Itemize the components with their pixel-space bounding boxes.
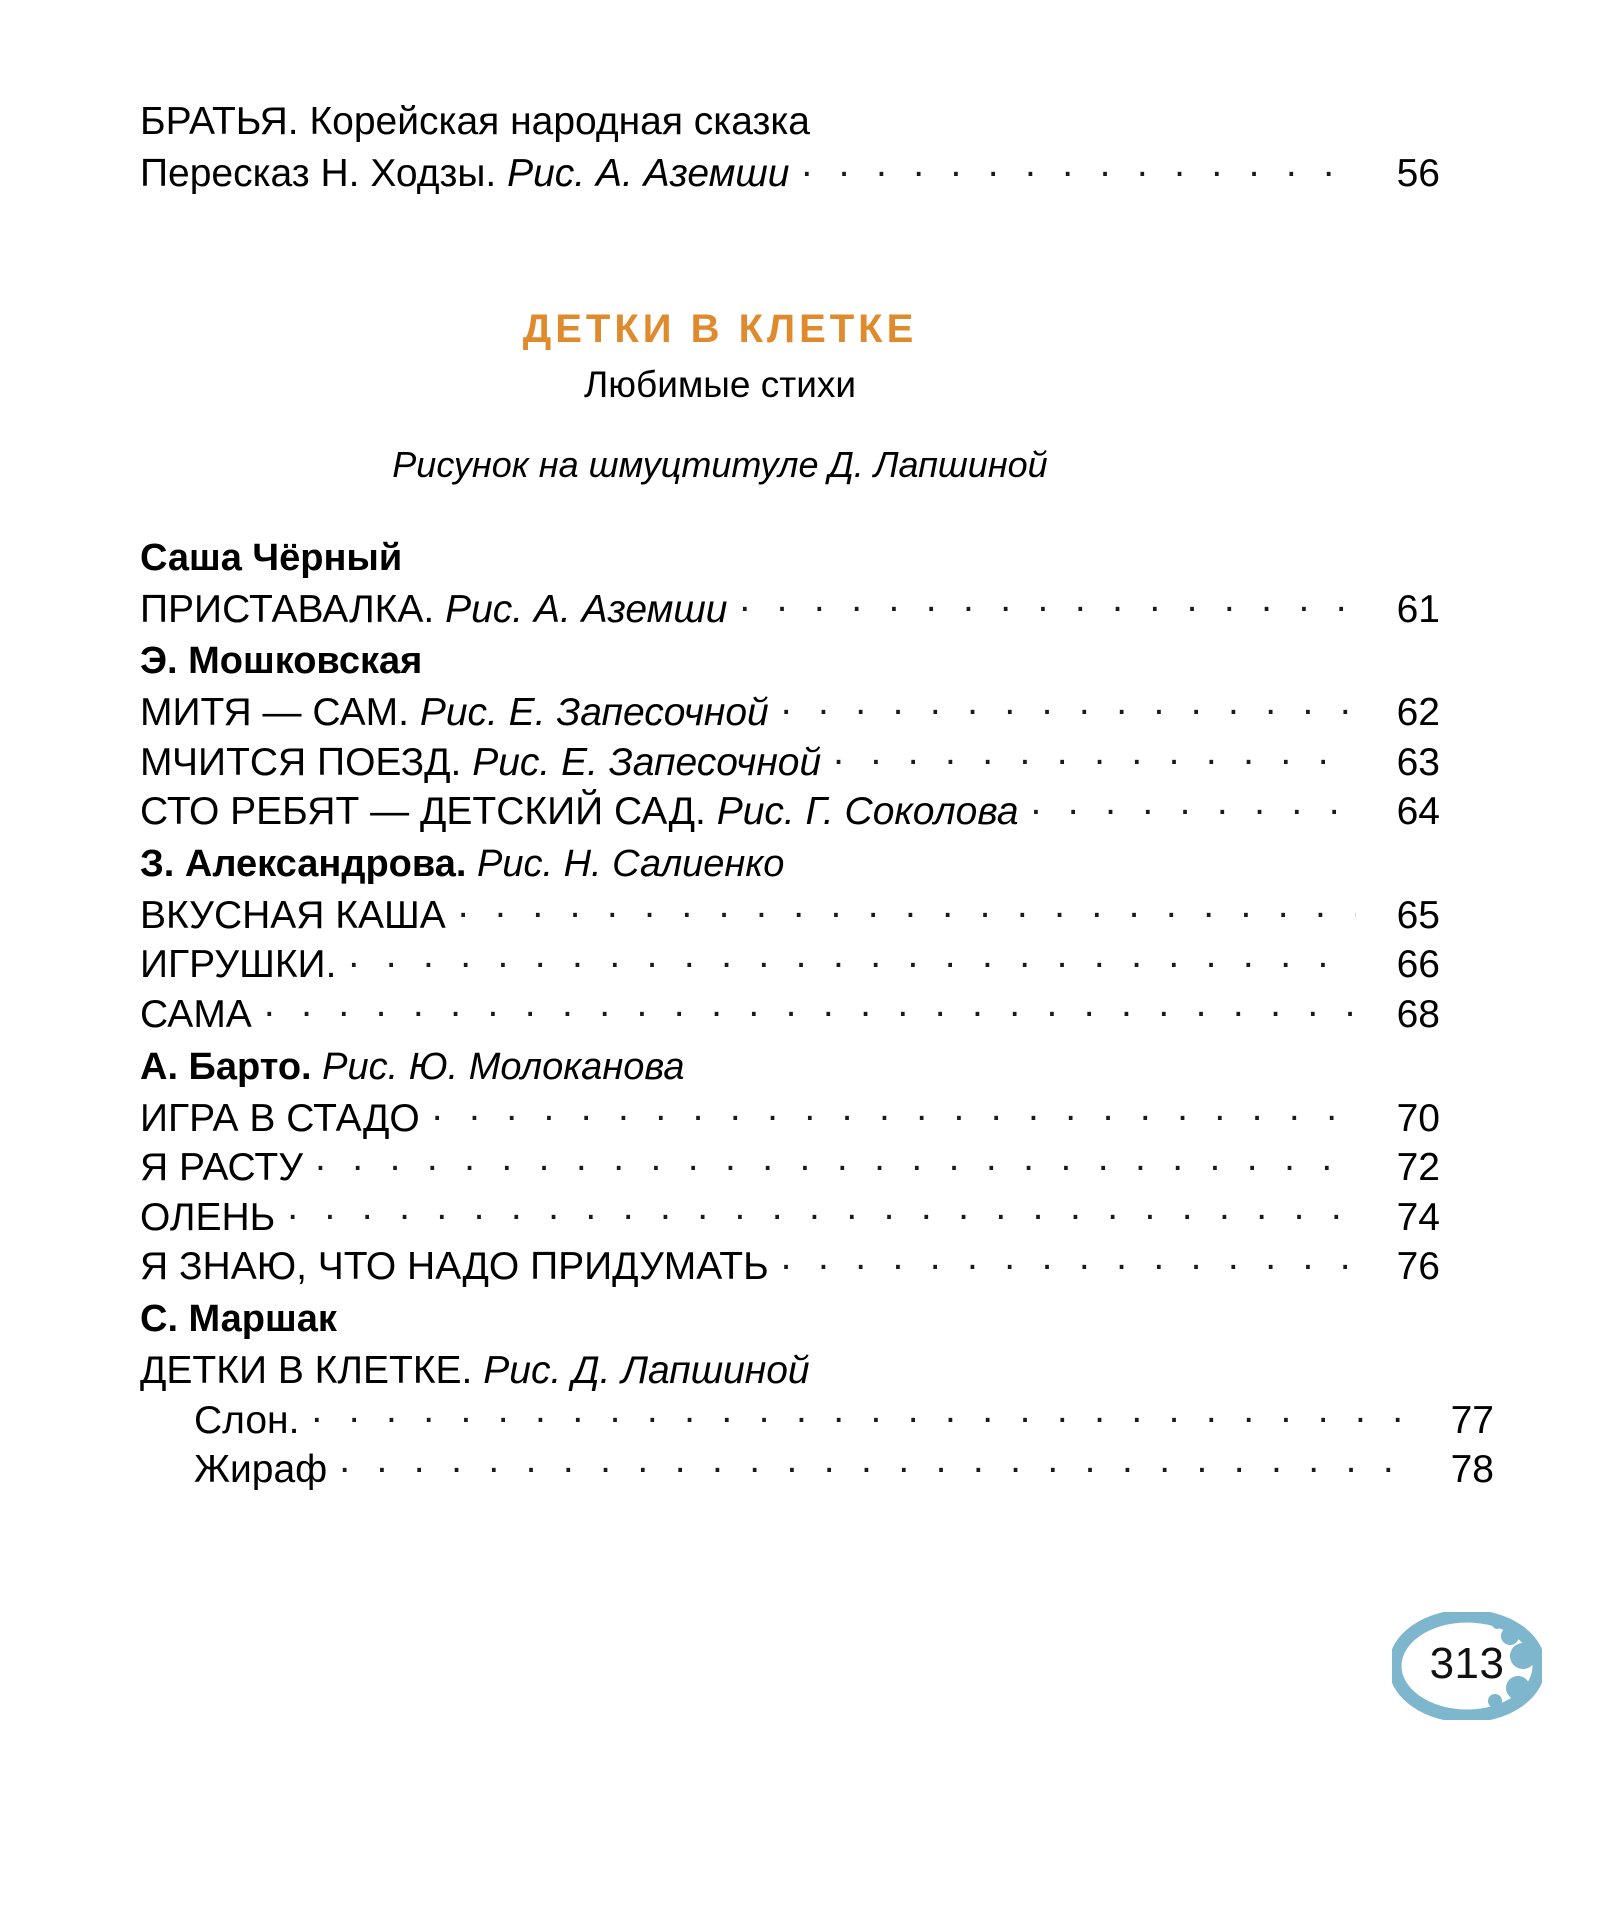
toc-entry-page: 66 [1396, 943, 1440, 987]
toc-entry-line2 [140, 147, 1440, 197]
page-number-text: 313 [1429, 1639, 1505, 1688]
toc-entry [140, 1141, 1440, 1191]
toc-entry-illustrator: Рис. А. Аземши [445, 587, 728, 631]
toc-entry-page: 76 [1396, 1245, 1440, 1289]
toc-entry-title-wrap [140, 1348, 810, 1394]
toc-entry-title-wrap [140, 942, 336, 988]
toc-entry-title-wrap [140, 1244, 769, 1290]
toc-content [140, 96, 1494, 1493]
toc-entry [140, 785, 1440, 835]
toc-entry-title-line1: БРАТЬЯ. Корейская народная сказка [140, 100, 810, 143]
section-subtitle: Любимые стихи [583, 364, 857, 406]
leader-dots [739, 583, 1356, 622]
toc-entry [140, 988, 1440, 1038]
toc-author-name: С. Маршак [140, 1298, 337, 1341]
toc-entry-title: Я ЗНАЮ, ЧТО НАДО ПРИДУМАТЬ [140, 1245, 769, 1289]
toc-entry-page: 64 [1396, 790, 1440, 834]
toc-entry [140, 686, 1440, 736]
toc-entry-illustrator: Рис. Г. Соколова [716, 790, 1019, 834]
toc-group [140, 1044, 1460, 1290]
toc-entry-illustrator: Рис. А. Аземши [507, 152, 790, 196]
toc-entry-bratya [140, 96, 1460, 197]
leader-dots [458, 889, 1356, 928]
toc-group [140, 638, 1460, 835]
toc-entry-page: 68 [1396, 993, 1440, 1037]
toc-entry-title: ИГРА В СТАДО [140, 1096, 420, 1140]
toc-entry-page: 70 [1396, 1096, 1440, 1140]
toc-entry-title-wrap [140, 789, 1019, 835]
toc-entry [140, 1240, 1440, 1290]
toc-entry-page: 78 [1450, 1448, 1494, 1492]
toc-group [140, 1296, 1494, 1493]
leader-dots [833, 736, 1356, 775]
toc-author-heading [140, 638, 1460, 686]
leader-dots [348, 938, 1356, 977]
toc-author-name: З. Александрова. [140, 842, 467, 885]
leader-dots [822, 1344, 1356, 1383]
toc-entry-title-wrap [194, 1398, 299, 1444]
toc-entry-retelling-text: Пересказ Н. Ходзы. [140, 152, 497, 196]
toc-author-illustrator: Рис. Ю. Молоканова [322, 1045, 685, 1088]
toc-entry [140, 889, 1440, 939]
toc-entry-title: МЧИТСЯ ПОЕЗД. [140, 740, 462, 784]
toc-author-name: Саша Чёрный [140, 536, 403, 579]
toc-entry-retelling [140, 151, 789, 197]
toc-entry-title-wrap [140, 893, 446, 939]
toc-entry-page: 62 [1396, 691, 1440, 735]
toc-entry-title: ВКУСНАЯ КАША [140, 893, 446, 937]
toc-entry-title: ПРИСТАВАЛКА. [140, 587, 435, 631]
toc-group [140, 535, 1460, 633]
toc-entry-page: 77 [1450, 1398, 1494, 1442]
toc-entry [140, 1394, 1494, 1444]
toc-author-heading [140, 841, 1460, 889]
toc-entry-title: МИТЯ — САМ. [140, 691, 409, 735]
toc-entry-title: СТО РЕБЯТ — ДЕТСКИЙ САД. [140, 790, 706, 834]
toc-entry-illustrator: Рис. Д. Лапшиной [483, 1348, 810, 1392]
toc-group [140, 841, 1460, 1038]
toc-entry-title-wrap [140, 992, 252, 1038]
toc-entry-title: Слон. [194, 1398, 300, 1442]
toc-entry-title-wrap [140, 587, 727, 633]
section-heading [140, 305, 1300, 487]
section-title: ДЕТКИ В КЛЕТКЕ [522, 307, 918, 352]
toc-entry-title-wrap [140, 690, 769, 736]
toc-entry [140, 1191, 1440, 1241]
toc-entry-title-wrap [140, 1096, 420, 1142]
leader-dots [781, 686, 1356, 725]
toc-entry-title: Я РАСТУ [140, 1146, 304, 1190]
toc-entry-title: САМА [140, 993, 252, 1037]
toc-entry-title: ДЕТКИ В КЛЕТКЕ. [140, 1348, 473, 1392]
toc-entry-illustrator: Рис. Е. Запесочной [419, 691, 769, 735]
toc-entry-title-wrap [194, 1447, 327, 1493]
toc-entry-title-wrap [140, 1195, 275, 1241]
leader-dots [315, 1141, 1356, 1180]
toc-entry-title-wrap [140, 1145, 303, 1191]
leader-dots [801, 147, 1356, 186]
toc-entry [140, 583, 1440, 633]
toc-author-heading [140, 535, 1460, 583]
toc-author-name: Э. Мошковская [140, 640, 423, 683]
leader-dots [311, 1394, 1410, 1433]
leader-dots [781, 1240, 1356, 1279]
toc-list [140, 535, 1494, 1493]
toc-author-name: А. Барто. [140, 1045, 312, 1088]
leader-dots [264, 988, 1356, 1027]
toc-entry-illustrator: Рис. Е. Запесочной [472, 740, 822, 784]
toc-entry [140, 1344, 1440, 1394]
toc-entry-title: ИГРУШКИ. [140, 943, 337, 987]
toc-entry-page: 65 [1396, 893, 1440, 937]
toc-entry-page: 61 [1396, 587, 1440, 631]
toc-entry-page: 72 [1396, 1146, 1440, 1190]
toc-entry [140, 736, 1440, 786]
toc-entry [140, 1092, 1440, 1142]
leader-dots [1031, 785, 1356, 824]
toc-entry-page: 63 [1396, 740, 1440, 784]
toc-entry-page: 74 [1396, 1195, 1440, 1239]
toc-entry-page: 56 [1396, 152, 1440, 196]
page-number-badge [1392, 1612, 1542, 1720]
toc-entry [140, 1443, 1494, 1493]
toc-entry [140, 938, 1440, 988]
toc-entry-title: Жираф [194, 1448, 328, 1492]
toc-author-illustrator: Рис. Н. Салиенко [477, 842, 785, 885]
leader-dots [432, 1092, 1356, 1131]
toc-author-heading [140, 1296, 1460, 1344]
leader-dots [287, 1191, 1356, 1230]
section-illustration-credit: Рисунок на шмуцтитуле Д. Лапшиной [392, 444, 1048, 486]
toc-author-heading [140, 1044, 1460, 1092]
toc-entry-title: ОЛЕНЬ [140, 1195, 276, 1239]
leader-dots [339, 1443, 1410, 1482]
toc-entry-title-wrap [140, 740, 821, 786]
